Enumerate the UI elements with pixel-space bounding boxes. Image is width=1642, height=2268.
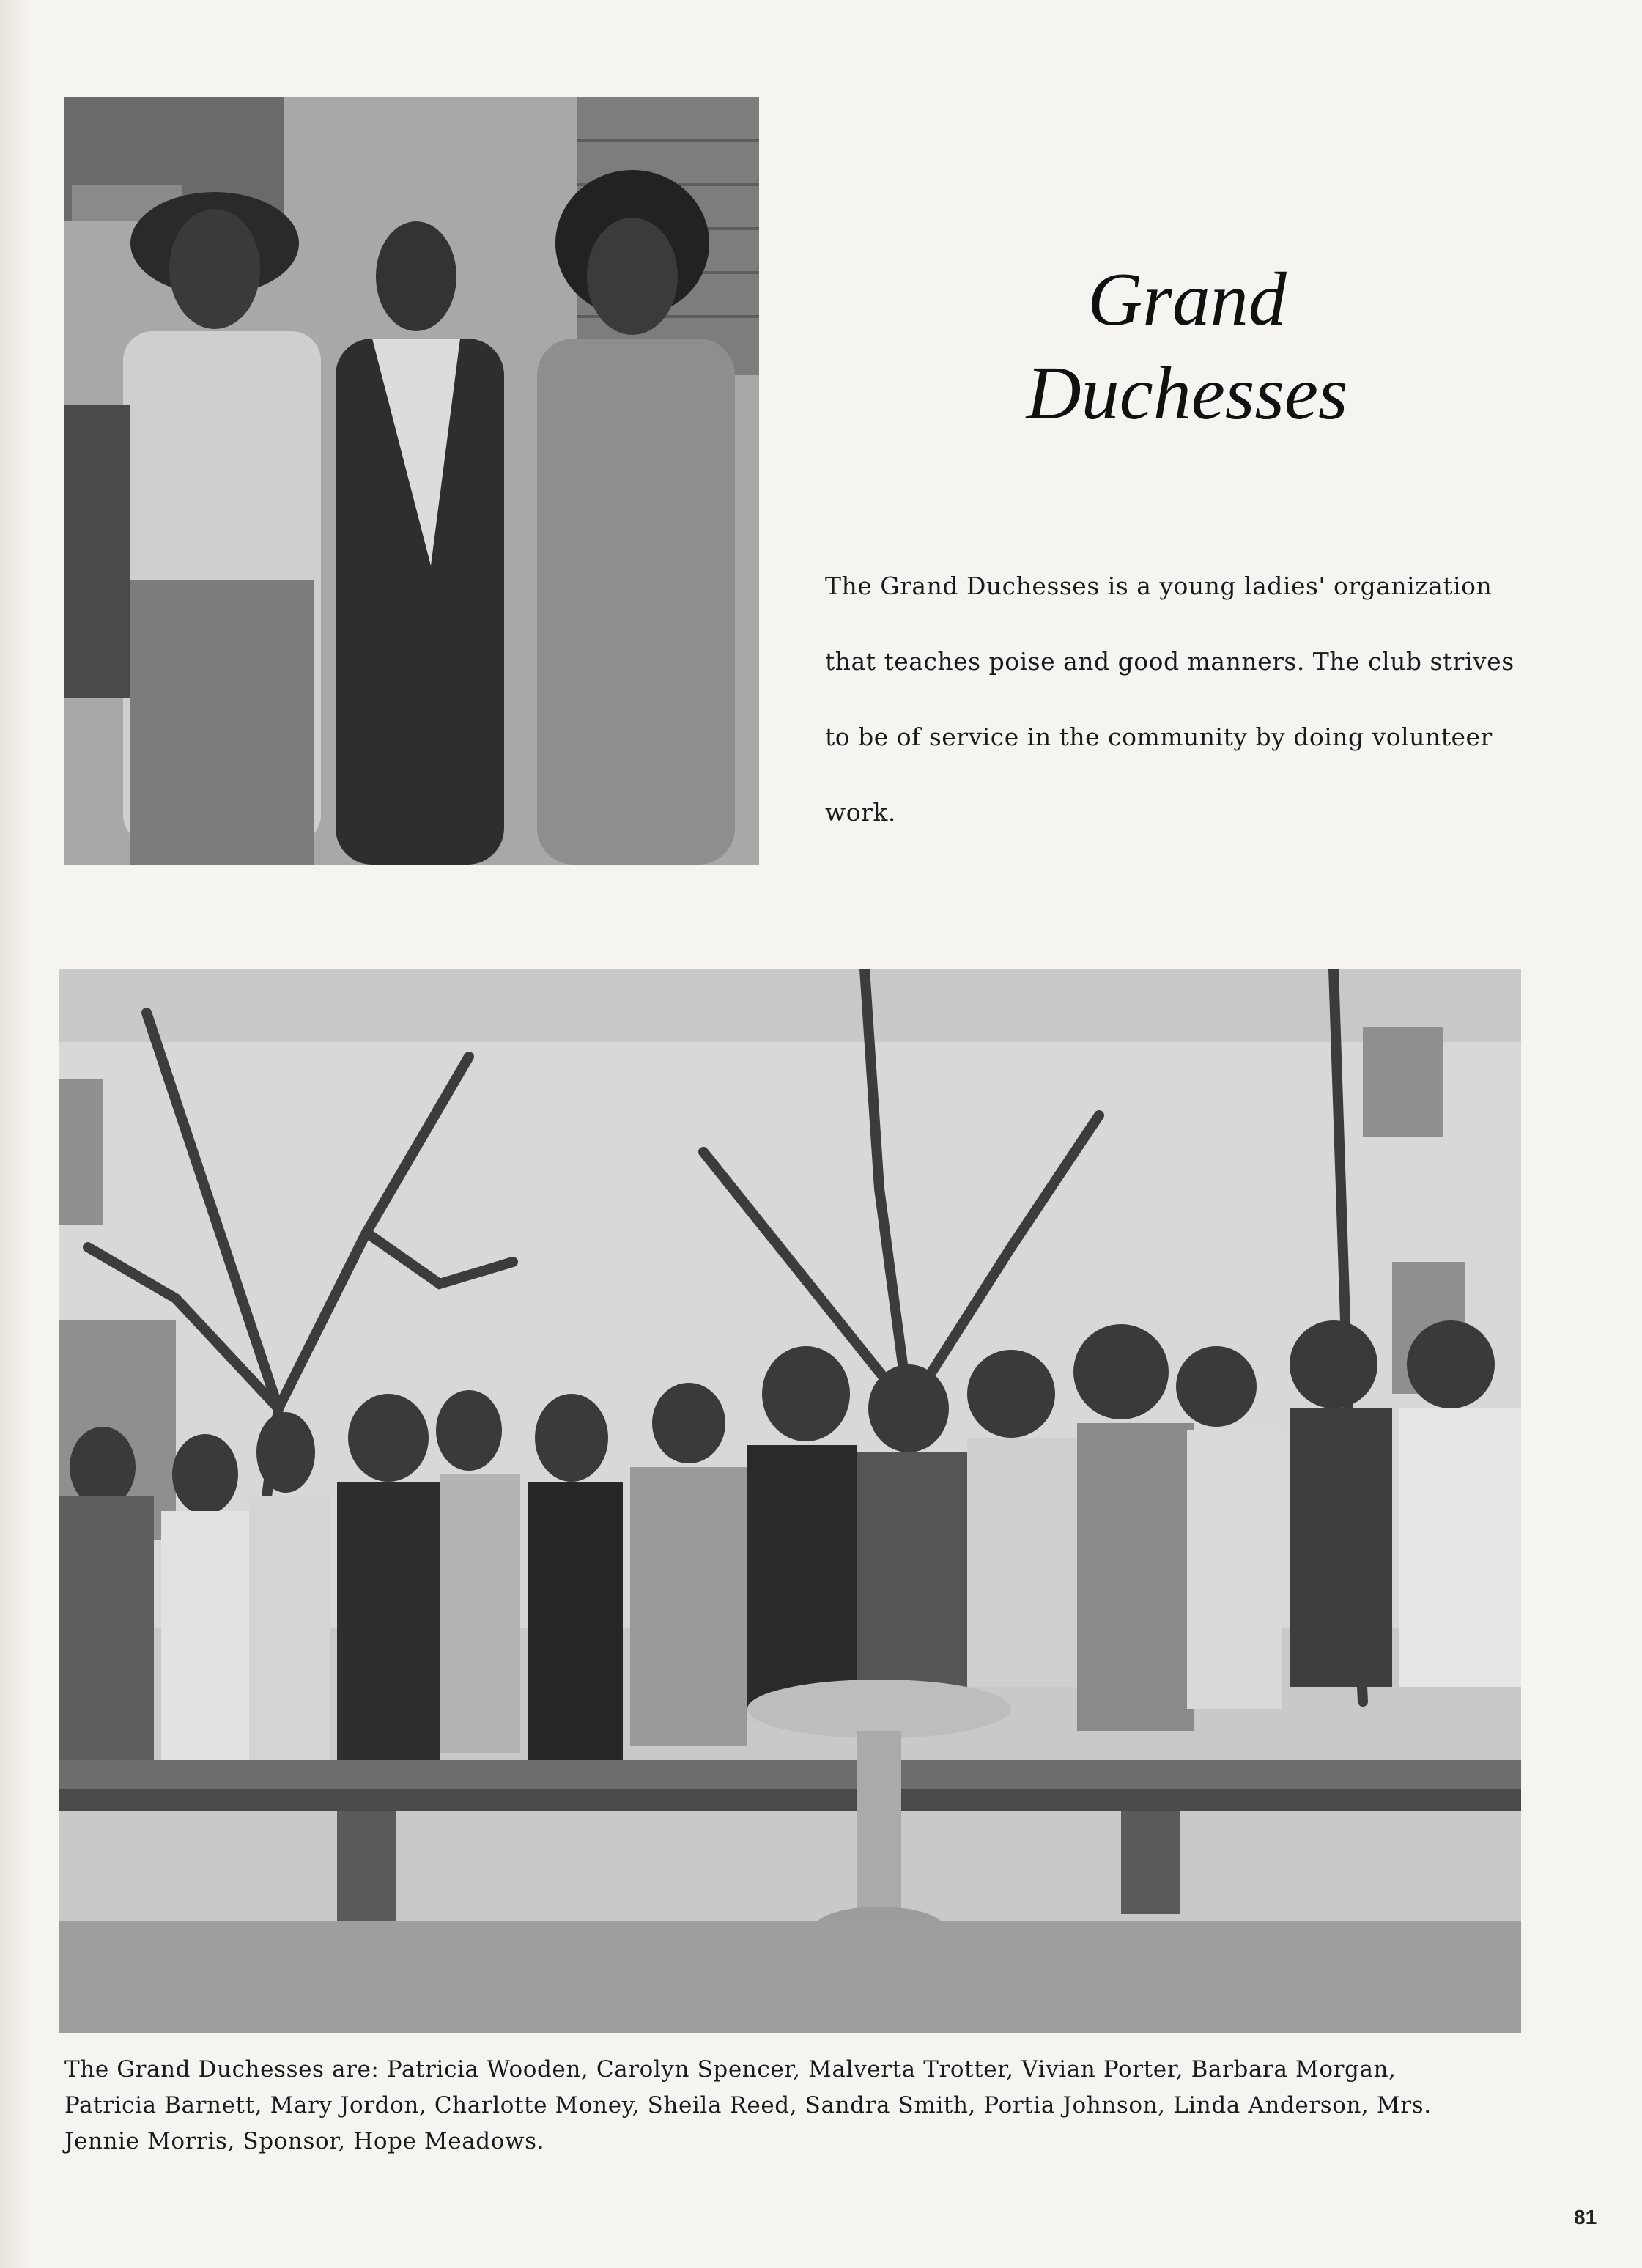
title-line-2: Duchesses — [1026, 351, 1348, 435]
page-title — [982, 253, 1392, 440]
page-edge — [0, 0, 29, 2268]
page-number: 81 — [1574, 2206, 1597, 2228]
title-line-1: Grand — [1087, 257, 1287, 341]
photo-three-members — [64, 97, 759, 865]
photo-caption: The Grand Duchesses are: Patricia Wooden, Carolyn Spencer, Malverta Trotter, Vivian Porter, Barbara Morgan, Patricia Barnett, Mary Jordon, Charlotte Money, Sheila Reed, Sandra Smith, Portia Johnson, Linda Anderson, Mrs. Jennie Morris, Sponsor, Hope Meadows. — [64, 2056, 1432, 2154]
intro-paragraph: The Grand Duchesses is a young ladies' organization that teaches poise and good manners. The club strives to be of service in the community by doing volunteer work. — [825, 572, 1515, 827]
photo-group-seated — [59, 969, 1521, 2033]
